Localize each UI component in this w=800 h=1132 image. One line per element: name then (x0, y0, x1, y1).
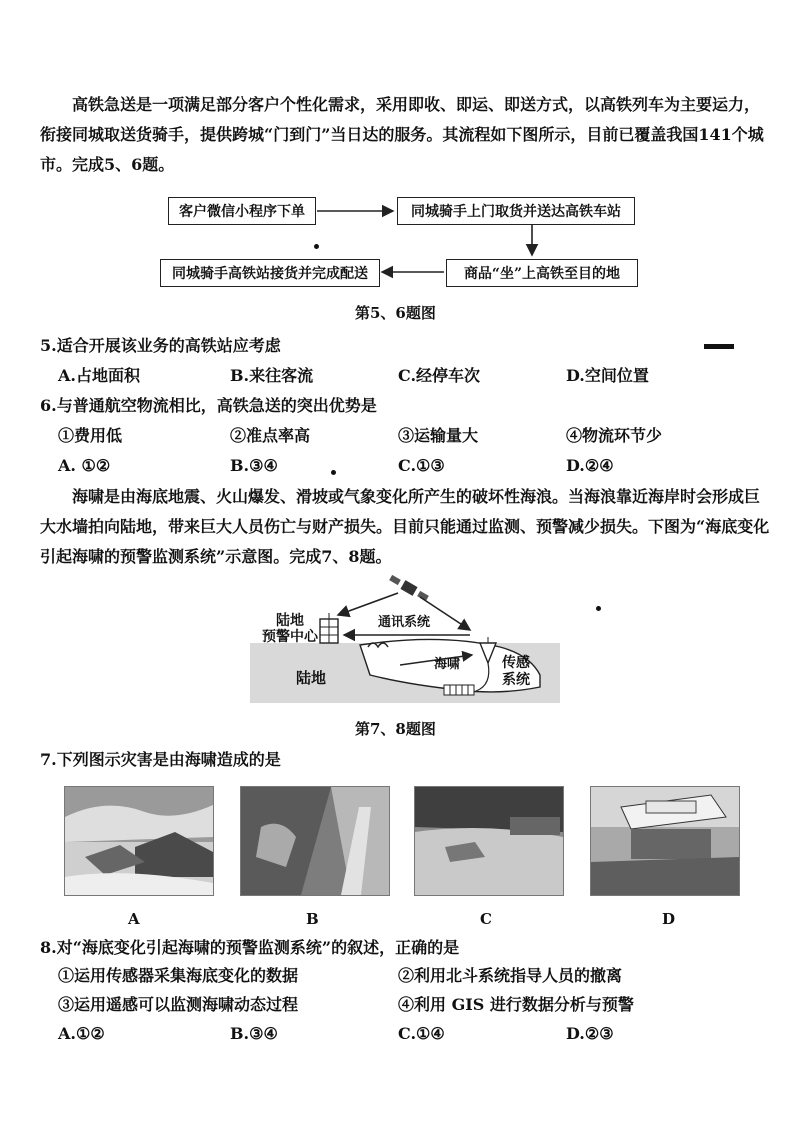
q5-option-a: A.占地面积 (58, 366, 140, 385)
photo-label-b: B (306, 910, 319, 928)
flow-box-pickup: 同城骑手上门取货并送达高铁车站 (397, 197, 635, 225)
q8-option-c: C.①④ (398, 1024, 445, 1043)
photo-label-a: A (128, 910, 140, 928)
photo-a (64, 786, 214, 896)
flow-arrows (0, 0, 800, 320)
photo-c-debris-flow (415, 787, 563, 895)
tsunami-caption: 第7、8题图 (355, 720, 436, 738)
q6-item-4: ④物流环节少 (566, 426, 663, 445)
flow-box-rail: 商品“坐”上高铁至目的地 (446, 259, 638, 287)
label-comm-system: 通讯系统 (378, 615, 431, 630)
flow-box-order: 客户微信小程序下单 (168, 197, 316, 225)
q8-option-a: A.①② (58, 1024, 105, 1043)
q5-option-c: C.经停车次 (398, 366, 481, 385)
photo-label-d: D (662, 910, 676, 928)
photo-c (414, 786, 564, 896)
q6-item-1: ①费用低 (58, 426, 123, 445)
q8-item-4: ④利用 GIS 进行数据分析与预警 (398, 995, 634, 1014)
q5-option-b: B.来往客流 (230, 366, 314, 385)
label-land: 陆地 (296, 669, 327, 687)
q8-item-3: ③运用遥感可以监测海啸动态过程 (58, 995, 299, 1014)
q6-item-3: ③运输量大 (398, 426, 479, 445)
q6-option-a: A. ①② (58, 456, 111, 475)
q6-item-2: ②准点率高 (230, 426, 311, 445)
photo-b-landslide-road (241, 787, 389, 895)
photo-d (590, 786, 740, 896)
flow-box-delivery: 同城骑手高铁站接货并完成配送 (160, 259, 380, 287)
q6-option-b: B.③④ (230, 456, 278, 475)
q8-option-d: D.②③ (566, 1024, 614, 1043)
warning-center-icon (320, 613, 338, 643)
tsunami-diagram (240, 575, 570, 705)
q6-option-c: C.①③ (398, 456, 445, 475)
photo-d-ship-on-building (591, 787, 739, 895)
photo-label-c: C (480, 910, 492, 928)
passage-1: 高铁急送是一项满足部分客户个性化需求，采用即收、即运、即送方式，以高铁列车为主要运力，衔接同城取送货骑手，提供跨城“门到门”当日达的服务。其流程如下图所示，目前已覆盖我国141个城市。完成5、6题。 (40, 95, 764, 174)
seabed-sensor-icon (444, 685, 474, 695)
label-tsunami: 海啸 (434, 657, 461, 672)
q5-stem: 5.适合开展该业务的高铁站应考虑 (40, 336, 281, 355)
photo-a-snow-collapse (65, 787, 213, 895)
label-sensor-system: 传感 系统 (502, 655, 530, 688)
scan-dot (596, 606, 601, 611)
satellite-icon (389, 575, 429, 601)
flow-caption: 第5、6题图 (355, 304, 436, 322)
q8-option-b: B.③④ (230, 1024, 278, 1043)
scan-dot (331, 470, 336, 475)
q6-option-d: D.②④ (566, 456, 614, 475)
passage-2: 海啸是由海底地震、火山爆发、滑坡或气象变化所产生的破坏性海浪。当海浪靠近海岸时会形成巨大水墙拍向陆地，带来巨大人员伤亡与财产损失。目前只能通过监测、预警减少损失。下图为“海底变化引起海啸的预警监测系统”示意图。完成7、8题。 (40, 487, 770, 566)
scan-mark (704, 344, 734, 349)
q8-item-1: ①运用传感器采集海底变化的数据 (58, 966, 299, 985)
q6-stem: 6.与普通航空物流相比，高铁急送的突出优势是 (40, 396, 377, 415)
q8-stem: 8.对“海底变化引起海啸的预警监测系统”的叙述，正确的是 (40, 938, 460, 957)
label-warning-center: 陆地 预警中心 (262, 613, 318, 645)
photo-b (240, 786, 390, 896)
scan-dot (314, 244, 319, 249)
q7-stem: 7.下列图示灾害是由海啸造成的是 (40, 750, 281, 769)
q8-item-2: ②利用北斗系统指导人员的撤离 (398, 966, 623, 985)
q5-option-d: D.空间位置 (566, 366, 649, 385)
